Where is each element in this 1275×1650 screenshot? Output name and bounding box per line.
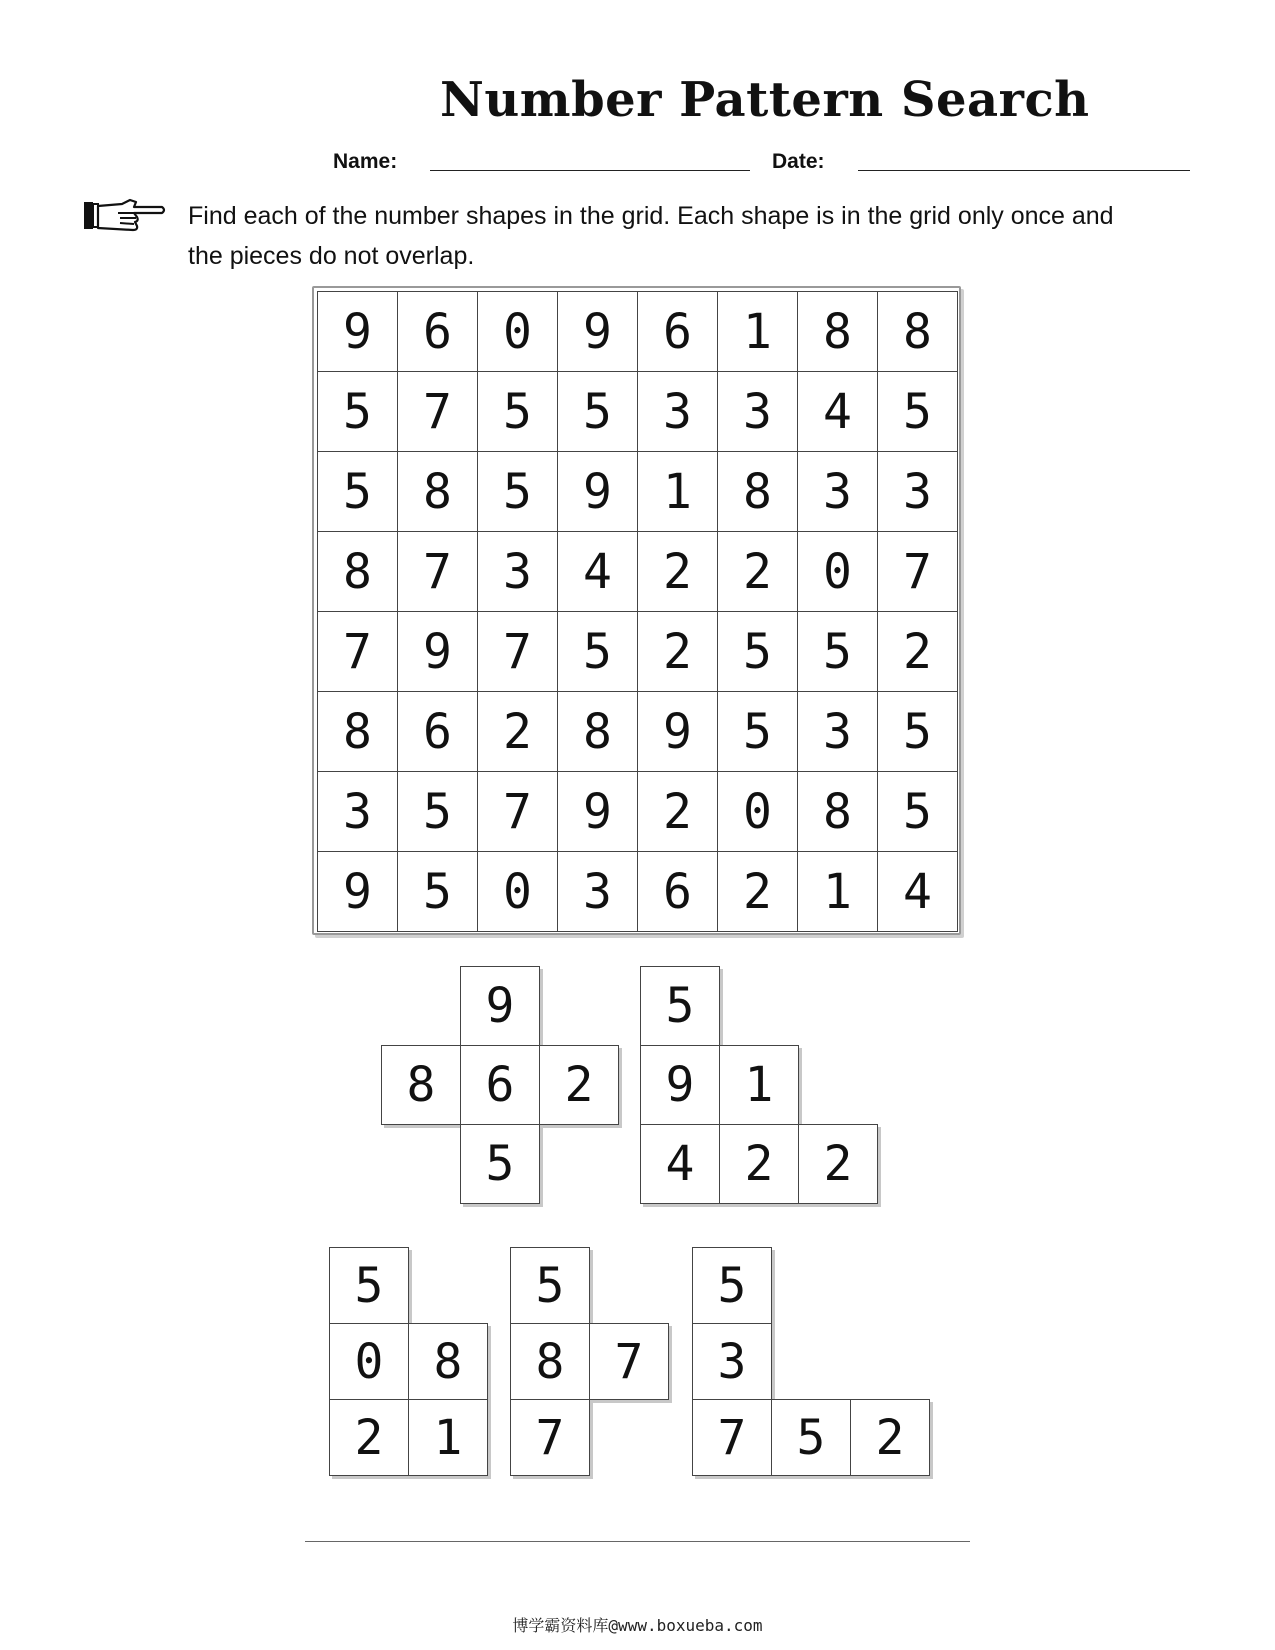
- grid-cell: 5: [558, 612, 638, 692]
- grid-cell: 8: [398, 452, 478, 532]
- grid-cell: 4: [558, 532, 638, 612]
- grid-cell: 9: [558, 452, 638, 532]
- grid-cell: 4: [878, 852, 958, 932]
- grid-cell: 5: [718, 612, 798, 692]
- watermark: 博学霸资料库@www.boxueba.com: [512, 1616, 763, 1635]
- grid-cell: 3: [798, 452, 878, 532]
- grid-cell: 7: [398, 532, 478, 612]
- shape-cell: 7: [589, 1323, 669, 1400]
- footer-rule: [305, 1541, 970, 1542]
- shape-cell: 3: [692, 1323, 772, 1400]
- instructions-text: Find each of the number shapes in the grid. Each shape is in the grid only once and the pieces do not overlap.: [188, 202, 1114, 270]
- grid-cell: 7: [398, 372, 478, 452]
- grid-cell: 2: [638, 772, 718, 852]
- grid-cell: 9: [398, 612, 478, 692]
- grid-cell: 8: [318, 532, 398, 612]
- grid-cell: 2: [718, 852, 798, 932]
- date-label: Date:: [772, 150, 825, 173]
- grid-cell: 1: [798, 852, 878, 932]
- grid-cell: 3: [798, 692, 878, 772]
- grid-cell: 5: [478, 372, 558, 452]
- shape-cell: 1: [408, 1399, 488, 1476]
- grid-cell: 5: [878, 692, 958, 772]
- shape-cell: 8: [381, 1045, 461, 1125]
- shape-cell: 9: [460, 966, 540, 1046]
- grid-cell: 9: [318, 852, 398, 932]
- pointing-hand-icon: [82, 195, 166, 237]
- grid-cell: 5: [798, 612, 878, 692]
- shape-cell: 5: [771, 1399, 851, 1476]
- shape-cell: 5: [640, 966, 720, 1046]
- grid-cell: 5: [398, 772, 478, 852]
- grid-cell: 8: [558, 692, 638, 772]
- shape-cell: 0: [329, 1323, 409, 1400]
- grid-cell: 5: [398, 852, 478, 932]
- grid-cell: 0: [798, 532, 878, 612]
- shape-cell: 2: [850, 1399, 930, 1476]
- shape-cell: 5: [692, 1247, 772, 1324]
- grid-cell: 5: [718, 692, 798, 772]
- grid-cell: 5: [558, 372, 638, 452]
- grid-cell: 9: [318, 292, 398, 372]
- grid-cell: 9: [558, 772, 638, 852]
- grid-cell: 8: [718, 452, 798, 532]
- shape-cell: 6: [460, 1045, 540, 1125]
- shape-cell: 7: [510, 1399, 590, 1476]
- grid-cell: 5: [318, 452, 398, 532]
- grid-cell: 5: [318, 372, 398, 452]
- shape-cell: 4: [640, 1124, 720, 1204]
- grid-cell: 5: [878, 372, 958, 452]
- shape-cell: 2: [539, 1045, 619, 1125]
- grid-cell: 3: [558, 852, 638, 932]
- page-title: Number Pattern Search: [440, 72, 1090, 128]
- grid-cell: 1: [638, 452, 718, 532]
- grid-cell: 0: [478, 852, 558, 932]
- shape-cell: 9: [640, 1045, 720, 1125]
- grid-cell: 4: [798, 372, 878, 452]
- name-label: Name:: [333, 150, 398, 173]
- grid-cell: 3: [718, 372, 798, 452]
- shape-cell: 8: [510, 1323, 590, 1400]
- grid-cell: 6: [638, 852, 718, 932]
- shape-cell: 1: [719, 1045, 799, 1125]
- grid-cell: 6: [638, 292, 718, 372]
- grid-cell: 2: [638, 612, 718, 692]
- grid-cell: 8: [798, 772, 878, 852]
- grid-cell: 1: [718, 292, 798, 372]
- grid-cell: 9: [558, 292, 638, 372]
- grid-cell: 8: [878, 292, 958, 372]
- grid-cell: 2: [878, 612, 958, 692]
- grid-cell: 3: [318, 772, 398, 852]
- grid-cell: 7: [478, 772, 558, 852]
- grid-cell: 7: [478, 612, 558, 692]
- grid-cell: 3: [638, 372, 718, 452]
- shape-cell: 8: [408, 1323, 488, 1400]
- shape-cell: 5: [510, 1247, 590, 1324]
- grid-cell: 2: [478, 692, 558, 772]
- shape-cell: 2: [798, 1124, 878, 1204]
- grid-cell: 6: [398, 692, 478, 772]
- grid-cell: 2: [638, 532, 718, 612]
- grid-cell: 2: [718, 532, 798, 612]
- grid-cell: 3: [478, 532, 558, 612]
- shape-cell: 5: [329, 1247, 409, 1324]
- name-line: [430, 170, 750, 171]
- grid-cell: 9: [638, 692, 718, 772]
- grid-cell: 7: [318, 612, 398, 692]
- grid-cell: 5: [878, 772, 958, 852]
- shape-cell: 2: [329, 1399, 409, 1476]
- grid-cell: 8: [318, 692, 398, 772]
- grid-cell: 7: [878, 532, 958, 612]
- shape-cell: 2: [719, 1124, 799, 1204]
- shape-cell: 7: [692, 1399, 772, 1476]
- grid-cell: 0: [478, 292, 558, 372]
- grid-cell: 6: [398, 292, 478, 372]
- shape-cell: 5: [460, 1124, 540, 1204]
- date-line: [858, 170, 1190, 171]
- grid-cell: 8: [798, 292, 878, 372]
- grid-cell: 5: [478, 452, 558, 532]
- grid-cell: 0: [718, 772, 798, 852]
- number-grid: [317, 291, 958, 932]
- grid-cell: 3: [878, 452, 958, 532]
